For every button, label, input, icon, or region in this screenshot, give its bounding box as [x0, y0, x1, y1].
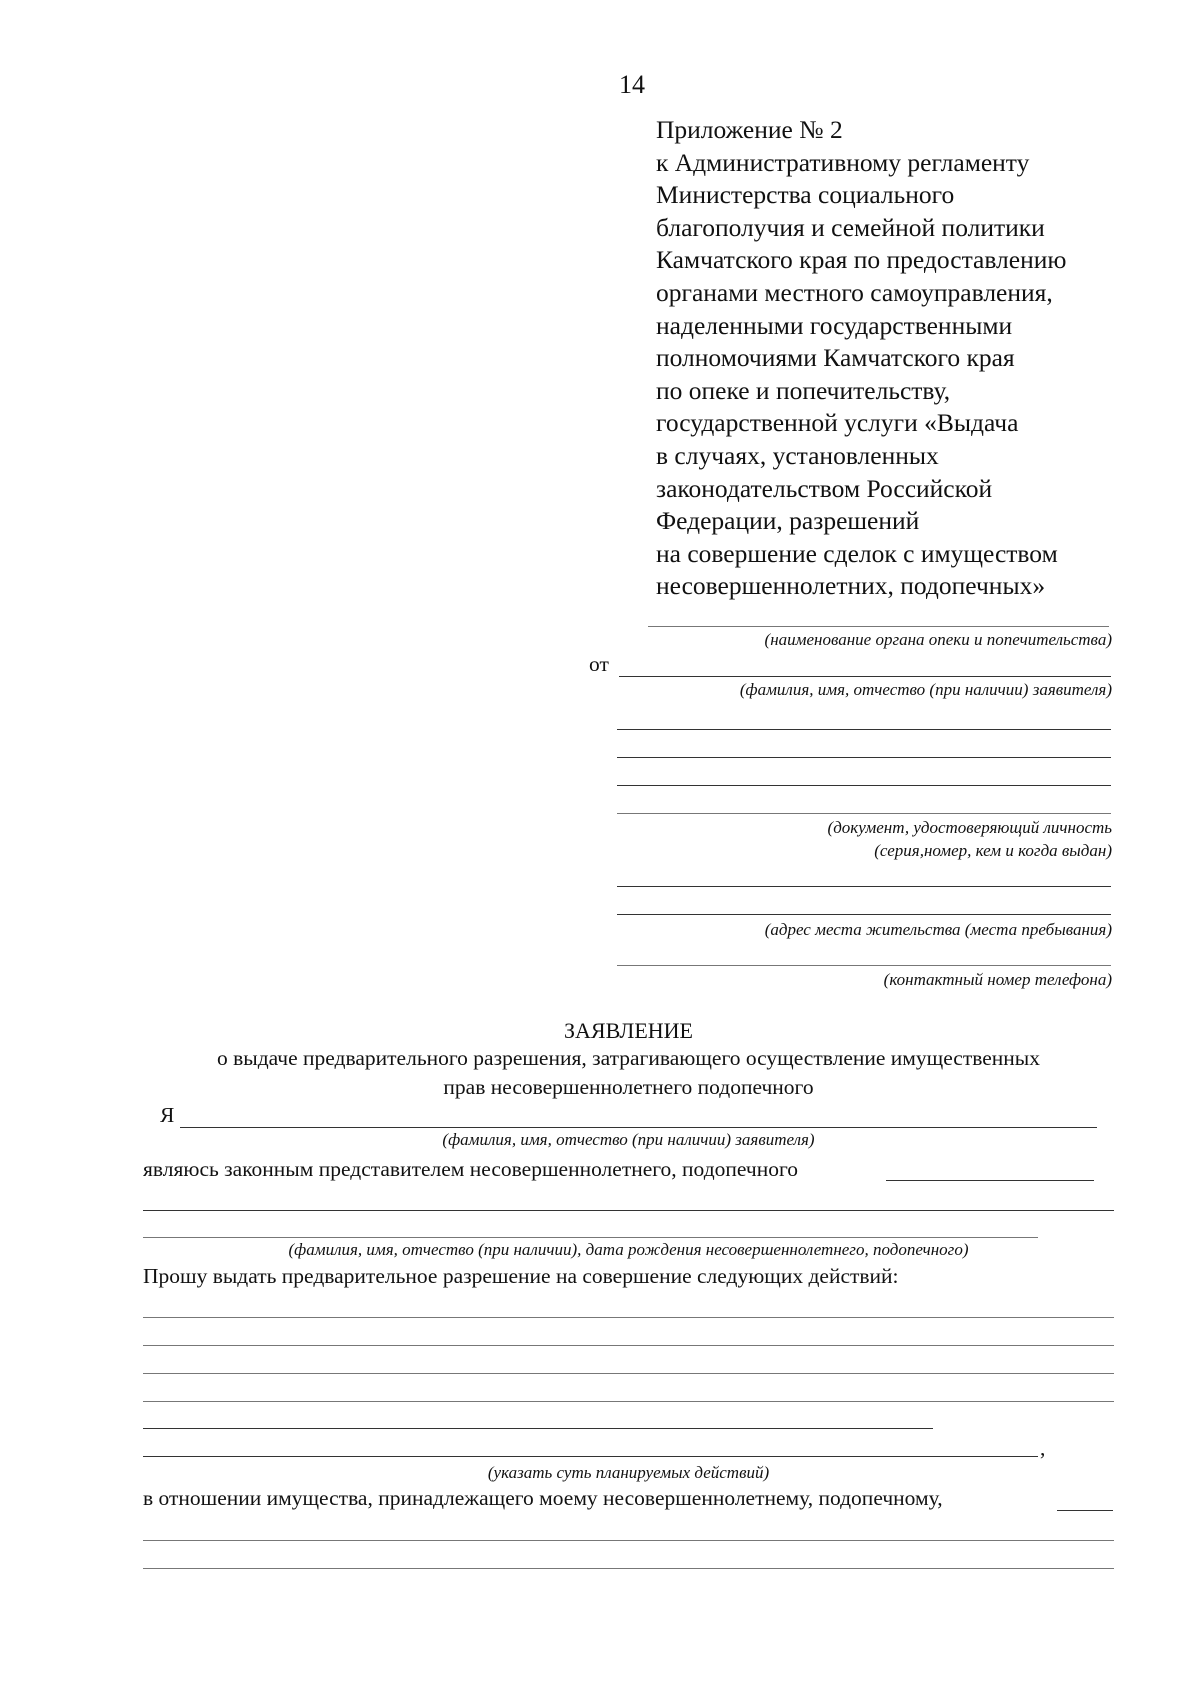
- representative-text: являюсь законным представителем несовершеннолетнего, подопечного: [143, 1157, 798, 1181]
- id-doc-line[interactable]: [617, 813, 1111, 814]
- actions-comma: ,: [1040, 1436, 1046, 1460]
- actions-line[interactable]: [143, 1401, 1114, 1402]
- address-line[interactable]: [617, 886, 1111, 887]
- applicant-caption: (фамилия, имя, отчество (при наличии) заявителя): [739, 680, 1112, 699]
- appendix-line: благополучия и семейной политики: [656, 212, 1045, 242]
- address-caption: (адрес места жительства (места пребывания): [764, 920, 1112, 939]
- minor-name-line[interactable]: [886, 1180, 1094, 1181]
- id-doc-line[interactable]: [617, 729, 1111, 730]
- applicant-name-line[interactable]: [619, 676, 1111, 677]
- page-number: 14: [619, 70, 645, 99]
- actions-caption: (указать суть планируемых действий): [487, 1463, 770, 1482]
- authority-caption: (наименование органа опеки и попечительства): [764, 630, 1112, 649]
- appendix-line: Министерства социального: [656, 180, 955, 210]
- appendix-line: государственной услуги «Выдача: [656, 408, 1019, 438]
- appendix-line: наделенными государственными: [656, 310, 1013, 340]
- appendix-header: [656, 114, 1066, 603]
- appendix-line: по опеке и попечительству,: [656, 375, 951, 405]
- i-label: Я: [160, 1103, 175, 1127]
- actions-line[interactable]: [143, 1345, 1114, 1346]
- from-label: от: [589, 652, 609, 676]
- appendix-line: несовершеннолетних, подопечных»: [656, 571, 1046, 601]
- address-line[interactable]: [617, 914, 1111, 915]
- appendix-line: Камчатского края по предоставлению: [656, 245, 1067, 275]
- appendix-line: Приложение № 2: [656, 115, 843, 144]
- property-line[interactable]: [1057, 1510, 1113, 1511]
- actions-line[interactable]: [143, 1317, 1114, 1318]
- appendix-line: к Административному регламенту: [656, 147, 1030, 177]
- appendix-line: на совершение сделок с имуществом: [656, 538, 1058, 568]
- actions-line[interactable]: [143, 1456, 1038, 1457]
- property-line[interactable]: [143, 1540, 1114, 1541]
- appendix-line: в случаях, установленных: [656, 440, 939, 470]
- minor-name-line[interactable]: [143, 1237, 1038, 1238]
- actions-line[interactable]: [143, 1373, 1114, 1374]
- minor-name-line[interactable]: [143, 1210, 1114, 1211]
- appendix-line: законодательством Российской: [656, 473, 993, 503]
- authority-field-line[interactable]: [648, 626, 1109, 627]
- id-doc-line[interactable]: [617, 785, 1111, 786]
- appendix-line: органами местного самоуправления,: [656, 277, 1053, 307]
- appendix-line: Федерации, разрешений: [656, 506, 920, 536]
- statement-applicant-caption: (фамилия, имя, отчество (при наличии) заявителя): [442, 1130, 815, 1149]
- id-doc-caption-1: (документ, удостоверяющий личность: [827, 818, 1112, 837]
- property-text: в отношении имущества, принадлежащего моему несовершеннолетнему, подопечному,: [143, 1486, 943, 1510]
- request-text: Прошу выдать предварительное разрешение на совершение следующих действий:: [143, 1264, 899, 1288]
- appendix-line: полномочиями Камчатского края: [656, 343, 1015, 373]
- id-doc-caption-2: (серия,номер, кем и когда выдан): [874, 841, 1112, 860]
- statement-subtitle-2: прав несовершеннолетнего подопечного: [443, 1075, 814, 1099]
- applicant-full-name-line[interactable]: [180, 1127, 1097, 1128]
- property-line[interactable]: [143, 1568, 1114, 1569]
- id-doc-line[interactable]: [617, 757, 1111, 758]
- statement-title: ЗАЯВЛЕНИЕ: [564, 1018, 693, 1043]
- phone-caption: (контактный номер телефона): [883, 970, 1112, 989]
- actions-line[interactable]: [143, 1428, 933, 1429]
- statement-subtitle-1: о выдаче предварительного разрешения, затрагивающего осуществление имущественных: [216, 1046, 1041, 1070]
- minor-caption: (фамилия, имя, отчество (при наличии), дата рождения несовершеннолетнего, подопечного): [288, 1240, 969, 1259]
- phone-line[interactable]: [617, 965, 1111, 966]
